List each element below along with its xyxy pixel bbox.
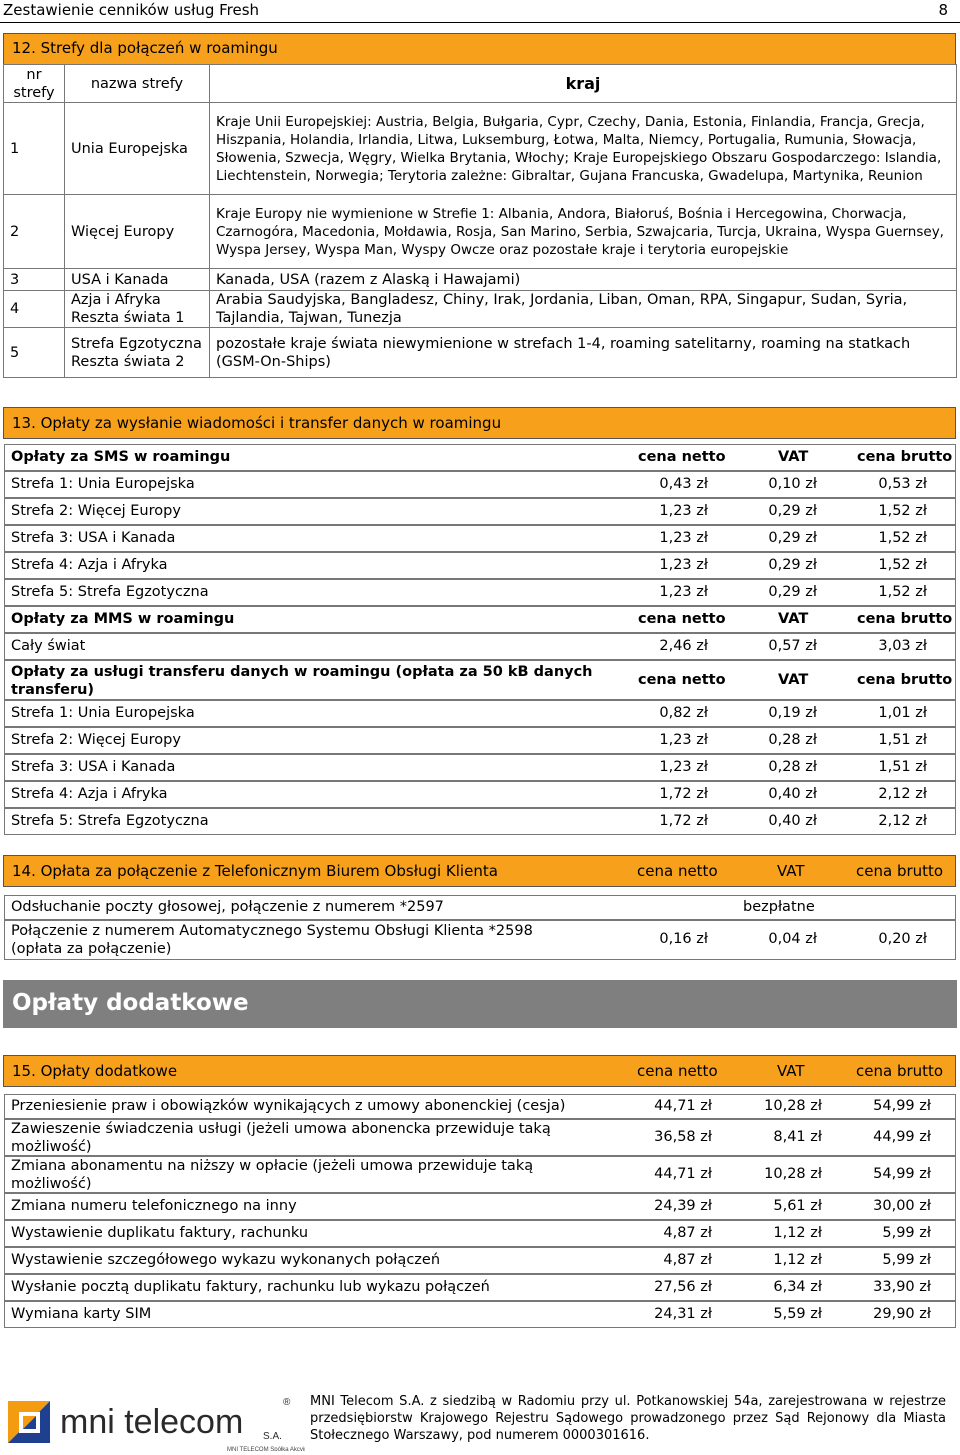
vat-price: 8,41 zł [773,1129,822,1145]
gross-price: 0,20 zł [878,931,927,947]
col-country-header: kraj [210,65,957,103]
table-row [4,1119,956,1156]
row-label: Odsłuchanie poczty głosowej, połączenie z numerem *2597 [11,899,444,915]
zone-name [65,291,210,328]
gross-price: 1,51 zł [878,759,927,775]
gross-price: 1,01 zł [878,705,927,721]
table-row [4,1220,956,1247]
zone-name-line: Reszta świata 2 [71,353,185,370]
logo-mark-icon [5,1391,305,1451]
gross-price: 2,12 zł [878,813,927,829]
zone-name-line: Azja i Afryka [71,292,161,308]
zone-countries: Kanada, USA (razem z Alaską i Hawajami) [210,269,957,291]
table-row [4,808,956,835]
vat-price: 0,40 zł [768,786,817,802]
col-vat-header: VAT [777,1062,805,1080]
col-gross-header: cena brutto [857,611,953,627]
footer [0,1385,960,1454]
zone-name: Unia Europejska [65,103,210,195]
gross-price: 1,52 zł [878,530,927,546]
vat-price: 1,12 zł [773,1225,822,1241]
net-price: 4,87 zł [663,1225,712,1241]
row-label: Zmiana numeru telefonicznego na inny [11,1198,297,1214]
zone-countries: Kraje Europy nie wymienione w Strefie 1: Albania, Andora, Białoruś, Bośnia i Hercegowina, Chorwacja, Czarnogóra, Macedonia, Mołdawia, Rosja, San Marino, Serbia, Szwajcaria, Turcja, Ukraina, Wyspa Guernsey, Wyspa Jersey, Wyspa Man, Wyspy Owcze oraz pozostałe kraje i terytoria europejskie [210,195,957,269]
row-label: Strefa 3: USA i Kanada [11,759,176,775]
vat-price: 0,19 zł [768,705,817,721]
row-label: Wysłanie pocztą duplikatu faktury, rachunku lub wykazu połączeń [11,1279,490,1295]
gross-price: 1,52 zł [878,584,927,600]
net-price: 0,16 zł [659,931,708,947]
table-row [4,1193,956,1220]
net-price: 1,23 zł [659,584,708,600]
registered-mark: ® [283,1397,291,1408]
net-price: 1,23 zł [659,530,708,546]
table-row [4,781,956,808]
col-name-header: nazwa strefy [65,65,210,103]
row-label: Strefa 5: Strefa Egzotyczna [11,813,209,829]
vat-price: 0,29 zł [768,557,817,573]
col-gross-header: cena brutto [857,672,953,688]
col-net-header: cena netto [637,1062,718,1080]
logo-subtitle: MNI TELECOM Spółka Akcyjna [227,1447,305,1451]
vat-price: 5,61 zł [773,1198,822,1214]
table-row [4,633,956,660]
row-label: Wymiana karty SIM [11,1306,152,1322]
row-label: Połączenie z numerem Automatycznego Systemu Obsługi Klienta *2598 (opłata za połączenie) [11,923,533,957]
row-label: Wystawienie duplikatu faktury, rachunku [11,1225,309,1241]
zone-nr: 4 [4,291,65,328]
col-vat-header: VAT [778,672,809,688]
zones-table [3,64,957,378]
gross-price: 3,03 zł [878,638,927,654]
sms-header-row [4,444,956,471]
row-label: Strefa 2: Więcej Europy [11,503,181,519]
extra-fees-band [3,980,957,1028]
data-header-row [4,660,956,700]
table-row [4,552,956,579]
row-label: Strefa 2: Więcej Europy [11,732,181,748]
table-row [4,1274,956,1301]
zone-nr: 5 [4,328,65,378]
vat-price: 0,57 zł [768,638,817,654]
row-label: Zmiana abonamentu na niższy w opłacie (jeżeli umowa przewiduje taką możliwość) [11,1158,534,1192]
zone-countries: pozostałe kraje świata niewymienione w strefach 1-4, roaming satelitarny, roaming na statkach (GSM-On-Ships) [210,328,957,378]
gross-price: 1,51 zł [878,732,927,748]
zone-name-line: Strefa Egzotyczna [71,335,202,352]
row-label: Strefa 4: Azja i Afryka [11,557,168,573]
vat-price: 0,29 zł [768,530,817,546]
table-row [4,754,956,781]
col-vat-header: VAT [778,449,809,465]
col-net-header: cena netto [638,449,726,465]
vat-price: 5,59 zł [773,1306,822,1322]
zone-name: Więcej Europy [65,195,210,269]
vat-price: 0,29 zł [768,584,817,600]
zones-header-row [4,65,957,103]
section-12-title: 12. Strefy dla połączeń w roamingu [12,39,278,57]
col-gross-header: cena brutto [856,862,944,880]
row-label: Wystawienie szczegółowego wykazu wykonanych połączeń [11,1252,441,1268]
net-price: 2,46 zł [659,638,708,654]
table-row [4,1301,956,1328]
table-row [4,471,956,498]
gross-price: 30,00 zł [873,1198,931,1214]
zone-nr: 3 [4,269,65,291]
vat-price: 10,28 zł [764,1098,822,1114]
section-15-title: 15. Opłaty dodatkowe [12,1062,178,1080]
row-label: Strefa 1: Unia Europejska [11,705,195,721]
zone-countries: Arabia Saudyjska, Bangladesz, Chiny, Irak, Jordania, Liban, Oman, RPA, Singapur, Sudan, Syria, Tajlandia, Tajwan, Tunezja [210,291,957,328]
net-price: 36,58 zł [654,1129,712,1145]
mms-head: Opłaty za MMS w roamingu [11,611,235,627]
net-price: 1,23 zł [659,759,708,775]
free-value: bezpłatne [743,899,815,915]
net-price: 0,82 zł [659,705,708,721]
table-row [4,525,956,552]
col-vat-header: VAT [777,862,805,880]
net-price: 24,31 zł [654,1306,712,1322]
col-net-header: cena netto [638,672,726,688]
mms-header-row [4,606,956,633]
gross-price: 33,90 zł [873,1279,931,1295]
col-net-header: cena netto [637,862,718,880]
row-label: Strefa 1: Unia Europejska [11,476,195,492]
sms-head: Opłaty za SMS w roamingu [11,449,231,465]
gross-price: 1,52 zł [878,503,927,519]
col-gross-header: cena brutto [857,449,953,465]
data-head: Opłaty za usługi transferu danych w roamingu (opłata za 50 kB danych transferu) [11,664,593,698]
zone-name-line: Reszta świata 1 [71,310,185,326]
section-15-header [3,1055,956,1087]
section-13-header [3,407,956,439]
section-14-title: 14. Opłata za połączenie z Telefonicznym Biurem Obsługi Klienta [12,862,498,880]
page-header [0,0,960,22]
net-price: 1,23 zł [659,557,708,573]
gross-price: 54,99 zł [873,1098,931,1114]
table-row [4,1094,956,1119]
zone-row [4,328,957,378]
gross-price: 1,52 zł [878,557,927,573]
table-row [4,700,956,727]
gross-price: 5,99 zł [882,1225,931,1241]
net-price: 27,56 zł [654,1279,712,1295]
zone-row [4,103,957,195]
net-price: 4,87 zł [663,1252,712,1268]
net-price: 44,71 zł [654,1166,712,1182]
vat-price: 6,34 zł [773,1279,822,1295]
table-row [4,579,956,606]
zone-nr: 2 [4,195,65,269]
zone-name: USA i Kanada [65,269,210,291]
vat-price: 0,40 zł [768,813,817,829]
table-row [4,1156,956,1193]
table-row [4,895,956,920]
table-row [4,920,956,960]
col-nr-header: nr strefy [4,65,65,103]
header-rule [0,22,960,23]
net-price: 1,72 zł [659,786,708,802]
table-row [4,1247,956,1274]
vat-price: 0,04 zł [768,931,817,947]
net-price: 1,23 zł [659,503,708,519]
company-info: MNI Telecom S.A. z siedzibą w Radomiu przy ul. Potkanowskiej 54a, zarejestrowana w rejestrze przedsiębiorstw Krajowego Rejestru Sądowego prowadzonego przez Sąd Rejonowy dla Miasta Stołecznego Warszawy, pod numerem 0000301616. [310,1394,946,1443]
table-row [4,498,956,525]
vat-price: 0,28 zł [768,732,817,748]
zone-row [4,291,957,328]
gross-price: 44,99 zł [873,1129,931,1145]
row-label: Przeniesienie praw i obowiązków wynikających z umowy abonenckiej (cesja) [11,1098,566,1114]
company-logo [5,1391,305,1451]
gross-price: 2,12 zł [878,786,927,802]
table-row [4,727,956,754]
net-price: 0,43 zł [659,476,708,492]
gross-price: 0,53 zł [878,476,927,492]
extra-fees-title: Opłaty dodatkowe [12,990,249,1016]
section-14-header [3,855,956,887]
section-13-title: 13. Opłaty za wysłanie wiadomości i transfer danych w roamingu [12,414,502,432]
gross-price: 29,90 zł [873,1306,931,1322]
gross-price: 5,99 zł [882,1252,931,1268]
net-price: 1,72 zł [659,813,708,829]
net-price: 44,71 zł [654,1098,712,1114]
row-label: Cały świat [11,638,86,654]
vat-price: 10,28 zł [764,1166,822,1182]
net-price: 24,39 zł [654,1198,712,1214]
logo-sa: S.A. [263,1431,282,1442]
col-net-header: cena netto [638,611,726,627]
row-label: Strefa 4: Azja i Afryka [11,786,168,802]
row-label: Zawieszenie świadczenia usługi (jeżeli umowa abonencka przewiduje taką możliwość) [11,1121,551,1155]
document-title: Zestawienie cenników usług Fresh [3,1,260,19]
zone-countries: Kraje Unii Europejskiej: Austria, Belgia, Bułgaria, Cypr, Czechy, Dania, Estonia, Finlandia, Francja, Grecja, Hiszpania, Holandia, Irlandia, Litwa, Luksemburg, Łotwa, Malta, Niemcy, Portugalia, Rumunia, Słowacja, Słowenia, Szwecja, Węgry, Wielka Brytania, Włochy; Kraje Europejskiego Obszaru Gospodarczego: Islandia, Liechtenstein, Norwegia; Terytoria zależne: Gibraltar, Gujana Francuska, Gwadelupa, Martynika, Reunion [210,103,957,195]
vat-price: 0,28 zł [768,759,817,775]
col-gross-header: cena brutto [856,1062,944,1080]
section-12-header [3,33,956,65]
zone-row [4,269,957,291]
vat-price: 1,12 zł [773,1252,822,1268]
zone-row [4,195,957,269]
page-number: 8 [938,1,948,19]
logo-text: mni telecom [60,1403,244,1441]
row-label: Strefa 3: USA i Kanada [11,530,176,546]
row-label: Strefa 5: Strefa Egzotyczna [11,584,209,600]
net-price: 1,23 zł [659,732,708,748]
zone-name [65,328,210,378]
vat-price: 0,10 zł [768,476,817,492]
vat-price: 0,29 zł [768,503,817,519]
zone-nr: 1 [4,103,65,195]
gross-price: 54,99 zł [873,1166,931,1182]
col-vat-header: VAT [778,611,809,627]
